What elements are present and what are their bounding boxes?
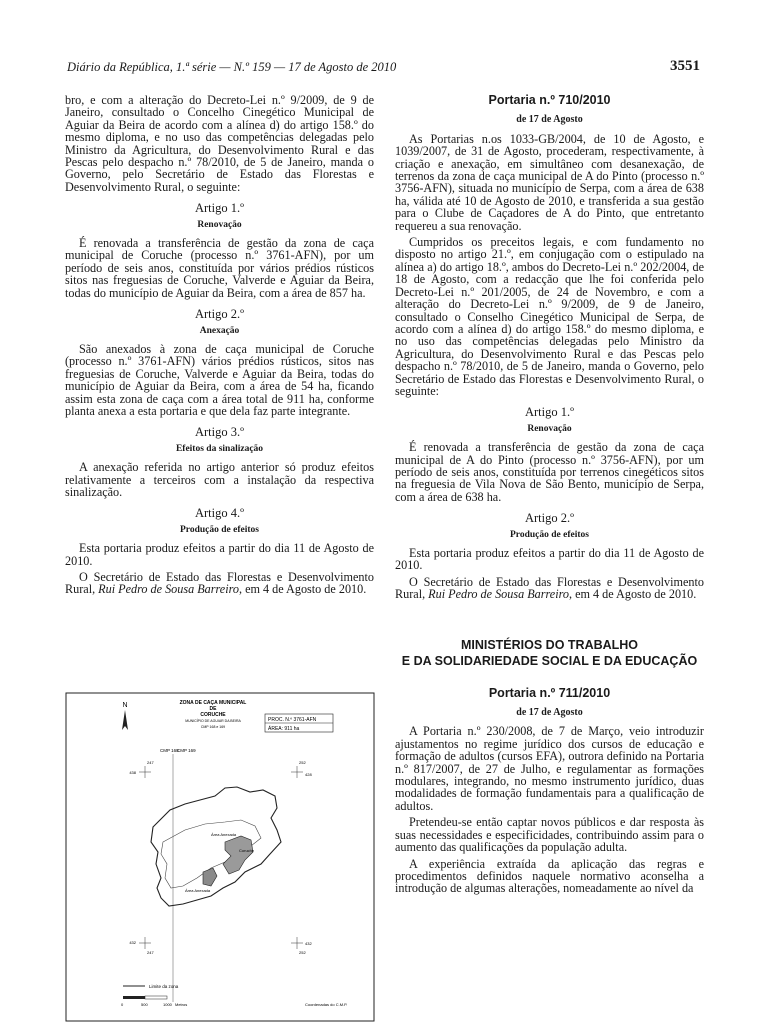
map-proc: PROC. N.º 3761-AFN xyxy=(268,717,317,723)
article-2-text: São anexados à zona de caça municipal de Coruche (processo n.º 3761-AFN) vários prédios rústicos, sitos nas freguesias de Coruche, Valverde e Aguiar da Beira, todas do município de Aguiar da Beira, com a área de 54 ha, ficando assim esta zona de caça com a área total de 911 ha, conforme planta anexa a esta portaria e que dela faz parte integrante. xyxy=(65,341,374,418)
portaria-710-article-2-title: Artigo 2.º xyxy=(524,511,574,526)
svg-text:247: 247 xyxy=(147,950,154,955)
journal-header: Diário da República, 1.ª série — N.º 159 — 17 de Agosto de 2010 xyxy=(67,60,397,74)
article-1-title: Artigo 1.º xyxy=(194,201,244,216)
svg-text:Metros: Metros xyxy=(175,1002,188,1007)
article-4-subtitle: Produção de efeitos xyxy=(180,524,259,535)
article-4-text: Esta portaria produz efeitos a partir do dia 11 de Agosto de 2010. xyxy=(65,541,374,568)
portaria-710-article-1-title: Artigo 1.º xyxy=(524,405,574,420)
svg-text:428: 428 xyxy=(305,772,312,777)
legend-label: Limite da zona xyxy=(149,984,179,989)
portaria-710-article-2-text: Esta portaria produz efeitos a partir do dia 11 de Agosto de 2010. xyxy=(395,546,704,573)
article-4-title: Artigo 4.º xyxy=(194,506,244,521)
portaria-710-p2: Cumpridos os preceitos legais, e com fundamento no disposto no artigo 21.º, em conjugação com o estipulado na alínea a) do artigo 18.º, ambos do Decreto-Lei n.º 202/2004, de 18 de Agosto, com a redacção que lhe foi conferida pelo Decreto-Lei n.º 201/2005, de 24 de Novembro, e com a alteração do Decreto-Lei n.º 9/2009, de 9 de Janeiro, consultado o Conselho Cinegético Municipal de Serpa, de acordo com a alínea d) do artigo 158.º do mesmo diploma, e no uso das competências delegadas pelo Ministro da Agricultura, do Desenvolvimento Rural e das Pescas pelo despacho n.º 78/2010, de 5 de Janeiro, manda o Governo, pelo Secretário de Estado das Florestas e Desenvolvimento Rural, o seguinte: xyxy=(395,235,704,398)
enclave-label: Coruche xyxy=(239,848,255,853)
svg-text:432: 432 xyxy=(305,941,312,946)
article-3-title: Artigo 3.º xyxy=(194,425,244,440)
article-3-subtitle: Efeitos da sinalização xyxy=(175,443,264,454)
signatory-name: Rui Pedro de Sousa Barreiro xyxy=(98,582,239,597)
page-number: 3551 xyxy=(670,58,700,74)
portaria-710-p1: As Portarias n.os 1033-GB/2004, de 10 de Agosto, e 1039/2007, de 31 de Agosto, procederam, respectivamente, à criação e anexação, em simultâneo com desanexação, de terrenos da zona de caça municipal de A do Pinto (processo n.º 3756-AFN), situada no município de Serpa, com a área de 638 ha, válida até 10 de Agosto de 2010, e transferida a sua gestão para o Clube de Caçadores de A do Pinto, que entretanto requereu a sua renovação. xyxy=(395,131,704,233)
cmp-right-label: CMP 169 xyxy=(177,748,196,753)
svg-text:500: 500 xyxy=(141,1002,148,1007)
coordinates-note: Coordenadas do C.M.P. xyxy=(305,1002,348,1007)
portaria-711-p1: A Portaria n.º 230/2008, de 7 de Março, veio introduzir ajustamentos no regime jurídico dos cursos de educação e formação de adultos (cursos EFA), outrora definido na Portaria n.º 817/2007, de 27 de Julho, e regulamentar as formações modulares, integrando, no mesmo instrumento jurídico, duas modalidades de formação fundamentais para a qualificação de adultos. xyxy=(395,724,704,813)
map-title-2: DE xyxy=(209,706,217,712)
north-label: N xyxy=(122,702,128,709)
article-1-subtitle: Renovação xyxy=(197,219,242,230)
svg-text:252: 252 xyxy=(299,760,306,765)
svg-text:438: 438 xyxy=(129,770,136,775)
portaria-710-article-1-subtitle: Renovação xyxy=(527,423,572,434)
intro-paragraph: bro, e com a alteração do Decreto-Lei n.º 9/2009, de 9 de Janeiro, consultado o Concelho Cinegético Municipal de Aguiar da Beira de acordo com a alínea d) do artigo 158.º do mesmo diploma, e no uso das competências delegadas pelo Ministro da Agricultura, do Desenvolvimento Rural e das Pescas pelo despacho n.º 78/2010, de 5 de Janeiro, manda o Governo, pelo Secretário de Estado das Florestas e Desenvolvimento Rural, o seguinte: xyxy=(65,93,374,194)
portaria-711-date: de 17 de Agosto xyxy=(516,707,583,719)
article-1-text: É renovada a transferência de gestão da zona de caça municipal de Coruche (processo n.º 3761-AFN), por um período de seis anos, constituída por vários prédios rústicos sitos nas freguesias de Coruche, Valverde e Aguiar da Beira, todas do município de Aguiar da Beira, com a área de 857 ha. xyxy=(65,236,374,300)
left-column xyxy=(65,94,374,600)
right-column xyxy=(395,94,704,899)
article-3-text: A anexação referida no artigo anterior só produz efeitos relativamente a terceiros com a instalação da respectiva sinalização. xyxy=(65,460,374,499)
zone-map xyxy=(65,692,375,1022)
portaria-711-title: Portaria n.º 711/2010 xyxy=(488,685,611,700)
ministry-heading: MINISTÉRIOS DO TRABALHO E DA SOLIDARIEDADE SOCIAL E DA EDUCAÇÃO xyxy=(401,637,698,668)
article-2-title: Artigo 2.º xyxy=(194,307,244,322)
portaria-710-signature: O Secretário de Estado das Florestas e Desenvolvimento Rural, Rui Pedro de Sousa Barreiro, em 4 de Agosto de 2010. xyxy=(395,574,704,602)
svg-text:247: 247 xyxy=(147,760,154,765)
map-cmp: CMP 168 e 169 xyxy=(200,725,226,729)
portaria-711-p2: Pretendeu-se então captar novos públicos e dar resposta às suas necessidades e especificidades, contribuindo assim para o aumento das qualificações da população adulta. xyxy=(395,815,704,855)
article-2-subtitle: Anexação xyxy=(199,325,240,336)
signatory-name: Rui Pedro de Sousa Barreiro xyxy=(428,587,569,602)
portaria-710-title: Portaria n.º 710/2010 xyxy=(488,93,611,107)
annexed-area-label-2: Área Anexada xyxy=(185,888,211,893)
portaria-710-article-1-text: É renovada a transferência de gestão da zona de caça municipal de A do Pinto (processo n.º 3756-AFN), por um período de seis anos, constituída por terrenos cinegéticos sitos na freguesia de Vila Nova de São Bento, município de Serpa, com a área de 638 ha. xyxy=(395,440,704,504)
svg-text:252: 252 xyxy=(299,950,306,955)
map-title-1: ZONA DE CAÇA MUNICIPAL xyxy=(179,700,247,706)
svg-text:1000: 1000 xyxy=(163,1002,172,1007)
map-title-3: CORUCHE xyxy=(200,712,226,718)
map-subtitle: MUNICÍPIO DE AGUIAR DA BEIRA xyxy=(185,719,241,723)
cmp-left-label: CMP 168 xyxy=(160,748,179,753)
signature: O Secretário de Estado das Florestas e Desenvolvimento Rural, Rui Pedro de Sousa Barreiro, em 4 de Agosto de 2010. xyxy=(65,570,374,597)
portaria-710-date: de 17 de Agosto xyxy=(516,114,583,126)
portaria-711-p3: A experiência extraída da aplicação das regras e procedimentos definidos naquele normativo aconselha a introdução de algumas alterações, nomeadamente ao nível da xyxy=(395,856,704,896)
svg-text:0: 0 xyxy=(121,1002,124,1007)
svg-text:432: 432 xyxy=(129,940,136,945)
annexed-area-label-1: Área Anexada xyxy=(211,832,237,837)
map-area: ÁREA: 911 ha xyxy=(268,726,300,732)
portaria-710-article-2-subtitle: Produção de efeitos xyxy=(510,529,589,540)
